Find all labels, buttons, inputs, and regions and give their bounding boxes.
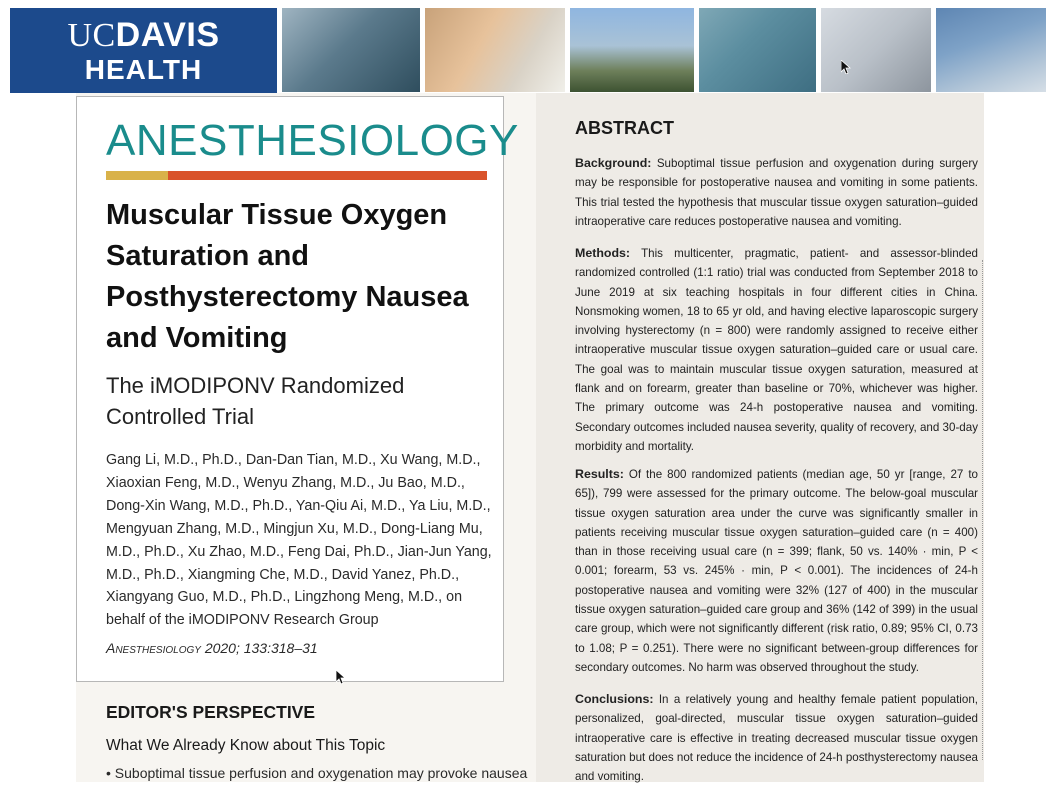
- banner-photo-hospital-building: [570, 8, 694, 92]
- author-list: Gang Li, M.D., Ph.D., Dan-Dan Tian, M.D., Xu Wang, M.D., Xiaoxian Feng, M.D., Wenyu Zhang, M.D., Ju Bao, M.D., Dong-Xin Wang, M.D., Ph.D., Yan-Qiu Ai, M.D., Ya Liu, M.D., Mengyuan Zhang, M.D., Mingjun Xu, M.D., Dong-Liang Mu, M.D., Ph.D., Xu Zhao, M.D., Feng Dai, Ph.D., Jian-Jun Yang, M.D., Ph.D., Xiangming Che, M.D., David Yanez, Ph.D., Xiangyang Guo, M.D., Ph.D., Lingzhong Meng, M.D., on behalf of the iMODIPONV Research Group: [106, 452, 492, 629]
- journal-bar-red: [168, 171, 487, 180]
- conclusions-text: In a relatively young and healthy female patient population, personalized, goal-directed, muscular tissue oxygen saturation–guided intraoperative care is effective in treating decreased muscular tissue oxygen saturation but does not reduce the incidence of 24-h posthysterectomy nausea and vomiting.: [575, 693, 978, 784]
- bullet-item: • Suboptimal tissue perfusion and oxygenation may provoke nausea: [106, 765, 528, 781]
- abstract-methods: [575, 244, 978, 456]
- citation: [106, 640, 318, 656]
- mouse-cursor-icon: [841, 60, 851, 74]
- editors-perspective-heading: EDITOR'S PERSPECTIVE: [106, 702, 316, 722]
- conclusions-label: Conclusions:: [575, 692, 654, 706]
- banner-photo-lab: [821, 8, 931, 92]
- background-text: Suboptimal tissue perfusion and oxygenation during surgery may be responsible for postoperative nausea and vomiting in some patients. This trial tested the hypothesis that muscular tissue oxygen saturation–guided intraoperative care reduces postoperative nausea and vomiting.: [575, 157, 978, 228]
- logo-line-2: HEALTH: [84, 54, 203, 85]
- selection-dotted-border: [982, 260, 983, 760]
- what-we-know-heading: What We Already Know about This Topic: [106, 737, 386, 754]
- ucdavis-health-logo: [10, 8, 277, 93]
- mouse-cursor-icon: [336, 670, 346, 684]
- citation-journal: Anesthesiology: [106, 640, 201, 656]
- logo-line-1: UCDAVIS: [67, 16, 220, 54]
- article-title: Muscular Tissue Oxygen Saturation and Posthysterectomy Nausea and Vomiting: [106, 199, 469, 354]
- banner-photo-child: [425, 8, 565, 92]
- header-banner: [0, 0, 1056, 93]
- results-text: Of the 800 randomized patients (median age, 50 yr [range, 27 to 65]), 799 were assessed for the primary outcome. The below-goal muscular tissue oxygen saturation area under the curve was significantly smaller in patients receiving muscular tissue oxygen saturation–guided care (n = 400) than in those receiving usual care (n = 399; flank, 50 vs. 140% · min, P < 0.001; forearm, 53 vs. 245% · min, P < 0.001). The incidences of 24-h postoperative nausea and vomiting were 32% (127 of 400) in the muscular tissue oxygen saturation–guided care group and 36% (142 of 399) in the usual care group, which were not significantly different (risk ratio, 0.89; 95% CI, 0.73 to 1.08; P = 0.251). There were no significant between-group differences for secondary outcomes. No harm was observed throughout the study.: [575, 468, 978, 674]
- abstract-conclusions: [575, 690, 978, 786]
- abstract-background: [575, 154, 978, 231]
- banner-photo-surgery: [282, 8, 420, 92]
- methods-label: Methods:: [575, 246, 631, 260]
- banner-photo-glass-building: [936, 8, 1046, 92]
- citation-details: 2020; 133:318–31: [204, 640, 318, 656]
- results-label: Results:: [575, 467, 624, 481]
- journal-bar-gold: [106, 171, 168, 180]
- abstract-heading: ABSTRACT: [575, 118, 674, 138]
- abstract-results: [575, 465, 978, 677]
- methods-text: This multicenter, pragmatic, patient- and assessor-blinded randomized controlled (1:1 ratio) trial was conducted from September 2018 to June 2019 at six teaching hospitals in four different cities in China. Nonsmoking women, 18 to 65 yr old, and having elective laparoscopic surgery involving hysterectomy (n = 800) were randomly assigned to receive either intraoperative muscular tissue oxygen saturation–guided care or usual care. The goal was to maintain muscular tissue oxygen saturation, measured at flank and on forearm, greater than baseline or 70%, whichever was higher. The primary outcome was 24-h postoperative nausea and vomiting. Secondary outcomes included nausea severity, quality of recovery, and 30-day morbidity and mortality.: [575, 247, 979, 453]
- banner-photo-surgical-team: [699, 8, 816, 92]
- background-label: Background:: [575, 156, 652, 170]
- journal-name: ANESTHESIOLOGY: [106, 116, 519, 165]
- article-subtitle: The iMODIPONV Randomized Controlled Trial: [106, 373, 405, 429]
